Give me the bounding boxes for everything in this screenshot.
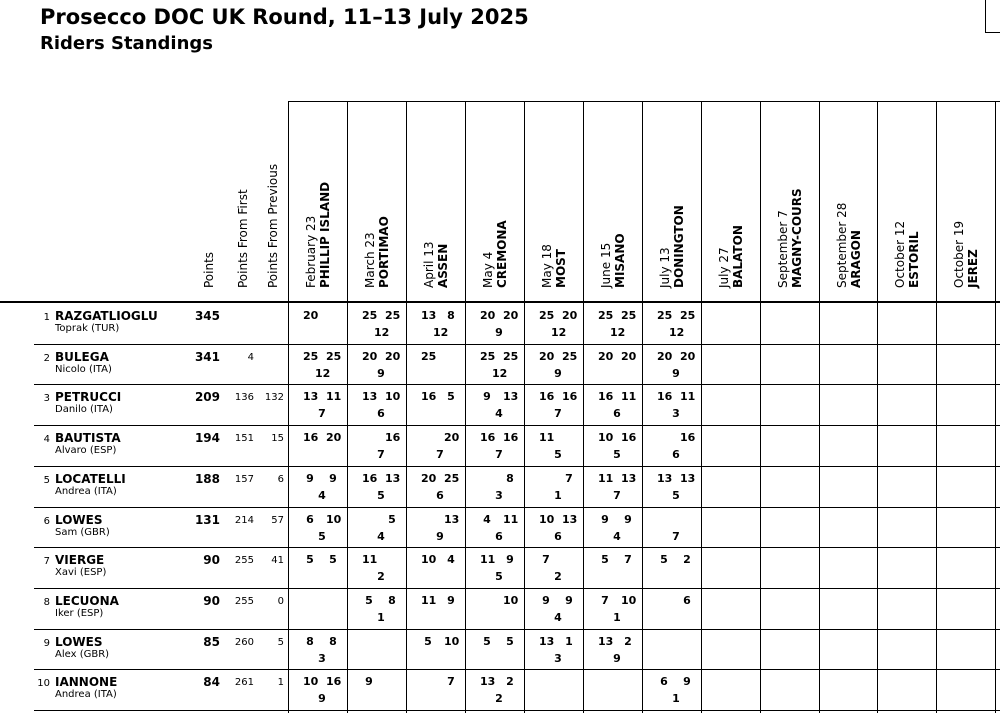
race2-points: 13 — [503, 390, 519, 404]
race2-points: 4 — [447, 553, 455, 567]
race1-points: 5 — [306, 553, 314, 567]
race1-points: 10 — [539, 512, 555, 526]
round-header — [893, 221, 921, 288]
superpole-race-points: 7 — [495, 448, 503, 462]
rider-points-from-first: 261 — [234, 677, 254, 689]
race1-points: 9 — [483, 390, 491, 404]
round-name: DONINGTON — [672, 205, 686, 288]
rider-surname: LOCATELLI — [55, 471, 126, 486]
superpole-race-points: 9 — [495, 326, 503, 339]
race1-points: 7 — [601, 593, 609, 607]
rider-surname: PETRUCCI — [55, 390, 122, 405]
round-name: BALATON — [731, 225, 745, 288]
race2-points: 7 — [565, 471, 573, 485]
rider-first-name: Toprak (TUR) — [55, 323, 120, 334]
race1-points: 20 — [362, 349, 378, 363]
race2-points: 10 — [621, 593, 637, 607]
rider-first-name: Sam (GBR) — [55, 526, 110, 538]
race2-points: 20 — [680, 349, 696, 363]
column-divider — [406, 101, 407, 713]
race1-points: 10 — [303, 675, 319, 689]
race1-points: 16 — [539, 390, 555, 404]
superpole-race-points: 1 — [377, 610, 385, 624]
rider-points-from-previous: 5 — [277, 636, 284, 648]
superpole-race-points: 6 — [672, 448, 680, 462]
corner-box — [985, 0, 1000, 33]
superpole-race-points: 4 — [554, 610, 562, 624]
rider-points: 90 — [203, 593, 220, 608]
rider-first-name: Andrea (ITA) — [55, 485, 117, 497]
race1-points: 25 — [303, 349, 319, 363]
race1-points: 13 — [480, 675, 496, 689]
rider-position: 7 — [43, 556, 50, 568]
race2-points: 9 — [624, 512, 632, 526]
superpole-race-points: 5 — [613, 448, 621, 462]
race1-points: 13 — [598, 634, 614, 648]
rider-points-from-previous: 6 — [277, 473, 284, 485]
race1-points: 20 — [657, 349, 673, 363]
race2-points: 2 — [624, 634, 632, 648]
race2-points: 25 — [621, 309, 637, 322]
row-divider — [34, 710, 1000, 711]
rider-points-from-previous: 1 — [277, 677, 284, 689]
race2-points: 25 — [503, 349, 519, 363]
race1-points: 10 — [421, 553, 437, 567]
rider-points: 345 — [194, 309, 220, 323]
superpole-race-points: 2 — [554, 570, 562, 584]
race1-points: 20 — [598, 349, 614, 363]
race2-points: 11 — [503, 512, 519, 526]
rider-position: 8 — [43, 596, 50, 608]
race2-points: 25 — [562, 349, 578, 363]
race1-points: 13 — [303, 390, 319, 404]
race1-points: 5 — [601, 553, 609, 567]
race2-points: 25 — [326, 349, 342, 363]
race1-points: 11 — [539, 431, 555, 445]
superpole-race-points: 7 — [554, 407, 562, 421]
race1-points: 11 — [480, 553, 496, 567]
round-name: PHILLIP ISLAND — [318, 181, 332, 288]
column-divider — [995, 101, 996, 713]
column-divider — [288, 101, 289, 713]
column-divider — [465, 101, 466, 713]
race2-points: 10 — [326, 512, 342, 526]
race2-points: 16 — [385, 431, 401, 445]
race2-points: 10 — [385, 390, 401, 404]
round-header — [599, 233, 627, 288]
superpole-race-points: 4 — [613, 529, 621, 543]
race2-points: 11 — [326, 390, 342, 404]
race2-points: 20 — [326, 431, 342, 445]
superpole-race-points: 7 — [436, 448, 444, 462]
round-header — [540, 244, 568, 288]
superpole-race-points: 6 — [613, 407, 621, 421]
column-divider — [583, 101, 584, 713]
superpole-race-points: 1 — [613, 610, 621, 624]
superpole-race-points: 3 — [318, 651, 326, 665]
race2-points: 25 — [680, 309, 696, 322]
race1-points: 9 — [306, 471, 314, 485]
rider-surname: LOWES — [55, 512, 103, 527]
superpole-race-points: 6 — [554, 529, 562, 543]
race1-points: 11 — [362, 553, 378, 567]
race2-points: 16 — [680, 431, 696, 445]
race1-points: 25 — [480, 349, 496, 363]
race2-points: 5 — [506, 634, 514, 648]
round-date: July 27 — [717, 247, 731, 288]
rider-points-from-previous: 0 — [277, 595, 284, 607]
superpole-race-points: 6 — [436, 488, 444, 502]
race2-points: 11 — [680, 390, 696, 404]
round-name: MAGNY-COURS — [790, 188, 804, 288]
rider-first-name: Xavi (ESP) — [55, 567, 107, 579]
race2-points: 5 — [388, 512, 396, 526]
superpole-race-points: 12 — [610, 326, 626, 339]
superpole-race-points: 2 — [377, 570, 385, 584]
round-name: MISANO — [613, 233, 627, 288]
race2-points: 10 — [503, 593, 519, 607]
rider-points: 341 — [194, 349, 220, 364]
race2-points: 9 — [683, 675, 691, 689]
race1-points: 13 — [421, 309, 437, 322]
race1-points: 25 — [421, 349, 437, 363]
rider-points-from-first: 214 — [234, 514, 254, 526]
race1-points: 20 — [480, 309, 496, 322]
superpole-race-points: 3 — [554, 651, 562, 665]
round-name: ARAGON — [849, 230, 863, 288]
round-date: May 18 — [540, 244, 554, 288]
rider-first-name: Iker (ESP) — [55, 607, 104, 619]
race2-points: 25 — [385, 309, 401, 322]
race1-points: 11 — [421, 593, 437, 607]
row-divider — [34, 425, 1000, 426]
rider-points-from-first: 260 — [234, 636, 254, 648]
race2-points: 13 — [680, 471, 696, 485]
round-date: July 13 — [658, 247, 672, 288]
rider-position: 9 — [43, 637, 50, 649]
superpole-race-points: 3 — [672, 407, 680, 421]
superpole-race-points: 7 — [318, 407, 326, 421]
race2-points: 13 — [385, 471, 401, 485]
race1-points: 5 — [424, 634, 432, 648]
round-name: CREMONA — [495, 220, 509, 288]
superpole-race-points: 5 — [495, 570, 503, 584]
rider-position: 10 — [37, 678, 50, 690]
race1-points: 7 — [542, 553, 550, 567]
race2-points: 10 — [444, 634, 460, 648]
race2-points: 9 — [565, 593, 573, 607]
superpole-race-points: 1 — [554, 488, 562, 502]
race1-points: 6 — [306, 512, 314, 526]
superpole-race-points: 2 — [495, 692, 503, 706]
superpole-race-points: 9 — [554, 366, 562, 380]
row-divider — [34, 344, 1000, 345]
rider-points: 188 — [194, 471, 220, 486]
race1-points: 25 — [539, 309, 555, 322]
superpole-race-points: 1 — [672, 692, 680, 706]
race2-points: 5 — [447, 390, 455, 404]
superpole-race-points: 4 — [495, 407, 503, 421]
round-header — [717, 225, 745, 288]
race1-points: 5 — [483, 634, 491, 648]
column-divider — [760, 101, 761, 713]
rider-points: 194 — [194, 431, 220, 446]
race1-points: 9 — [542, 593, 550, 607]
rider-surname: RAZGATLIOGLU — [55, 309, 158, 323]
race1-points: 5 — [660, 553, 668, 567]
race1-points: 13 — [539, 634, 555, 648]
rider-points-from-first: 157 — [234, 473, 254, 485]
round-name: PORTIMAO — [377, 216, 391, 288]
rider-surname: VIERGE — [55, 553, 105, 568]
race2-points: 11 — [621, 390, 637, 404]
round-date: October 19 — [952, 220, 966, 288]
superpole-race-points: 12 — [551, 326, 567, 339]
round-header — [481, 220, 509, 288]
race2-points: 16 — [503, 431, 519, 445]
column-divider — [524, 101, 525, 713]
superpole-race-points: 5 — [377, 488, 385, 502]
race2-points: 16 — [326, 675, 342, 689]
race1-points: 16 — [421, 390, 437, 404]
superpole-race-points: 12 — [374, 326, 390, 339]
superpole-race-points: 12 — [669, 326, 685, 339]
race1-points: 16 — [303, 431, 319, 445]
row-divider — [34, 547, 1000, 548]
superpole-race-points: 4 — [377, 529, 385, 543]
rider-position: 5 — [43, 474, 50, 486]
race1-points: 16 — [598, 390, 614, 404]
row-divider — [34, 669, 1000, 670]
round-date: March 23 — [363, 232, 377, 288]
row-divider — [34, 588, 1000, 589]
race2-points: 16 — [562, 390, 578, 404]
rider-points: 131 — [194, 512, 220, 527]
rider-points-from-first: 4 — [247, 351, 254, 363]
header-points-from-previous: Points From Previous — [266, 163, 280, 288]
rider-surname: BULEGA — [55, 349, 109, 364]
page-subtitle: Riders Standings — [40, 33, 213, 54]
race1-points: 16 — [480, 431, 496, 445]
rider-surname: LOWES — [55, 634, 103, 649]
superpole-race-points: 7 — [377, 448, 385, 462]
race1-points: 6 — [660, 675, 668, 689]
rider-first-name: Alvaro (ESP) — [55, 445, 117, 457]
race2-points: 2 — [683, 553, 691, 567]
race1-points: 5 — [365, 593, 373, 607]
race2-points: 8 — [506, 471, 514, 485]
rider-points-from-first: 255 — [234, 555, 254, 567]
column-divider — [819, 101, 820, 713]
round-name: JEREZ — [966, 249, 980, 288]
round-date: June 15 — [599, 242, 613, 288]
race1-points: 9 — [601, 512, 609, 526]
rider-points-from-previous: 15 — [271, 433, 284, 445]
superpole-race-points: 12 — [492, 366, 508, 380]
rider-position: 6 — [43, 515, 50, 527]
round-header — [835, 203, 863, 288]
superpole-race-points: 12 — [315, 366, 331, 380]
superpole-race-points: 12 — [433, 326, 449, 339]
race1-points: 9 — [365, 675, 373, 689]
race1-points: 20 — [539, 349, 555, 363]
superpole-race-points: 6 — [377, 407, 385, 421]
round-header — [658, 205, 686, 288]
superpole-race-points: 9 — [377, 366, 385, 380]
column-divider — [642, 101, 643, 713]
race2-points: 7 — [447, 675, 455, 689]
rider-first-name: Danilo (ITA) — [55, 404, 113, 416]
round-header — [422, 241, 450, 288]
round-name: MOST — [554, 249, 568, 288]
superpole-race-points: 5 — [554, 448, 562, 462]
race2-points: 7 — [624, 553, 632, 567]
row-divider — [34, 466, 1000, 467]
race1-points: 8 — [306, 634, 314, 648]
race1-points: 16 — [362, 471, 378, 485]
row-divider — [34, 629, 1000, 630]
rider-position: 2 — [43, 352, 50, 364]
race2-points: 2 — [506, 675, 514, 689]
rider-first-name: Nicolo (ITA) — [55, 363, 112, 375]
round-header — [304, 182, 332, 288]
rider-points: 90 — [203, 553, 220, 568]
header-divider — [0, 301, 1000, 303]
race1-points: 16 — [657, 390, 673, 404]
rider-points-from-previous: 132 — [264, 392, 284, 404]
rider-points-from-first: 136 — [234, 392, 254, 404]
round-date: October 12 — [893, 220, 907, 288]
race2-points: 20 — [503, 309, 519, 322]
round-date: April 13 — [422, 241, 436, 288]
round-date: September 28 — [835, 202, 849, 288]
header-points: Points — [202, 251, 216, 288]
row-divider — [34, 507, 1000, 508]
race1-points: 25 — [362, 309, 378, 322]
rider-surname: LECUONA — [55, 593, 119, 608]
table-top-border — [288, 101, 1000, 102]
race2-points: 20 — [444, 431, 460, 445]
superpole-race-points: 5 — [672, 488, 680, 502]
race1-points: 10 — [598, 431, 614, 445]
row-divider — [34, 384, 1000, 385]
race2-points: 13 — [562, 512, 578, 526]
rider-points: 85 — [203, 634, 220, 649]
rider-points: 209 — [194, 390, 220, 405]
race2-points: 13 — [621, 471, 637, 485]
race2-points: 9 — [506, 553, 514, 567]
rider-position: 4 — [43, 434, 50, 446]
round-header — [363, 216, 391, 288]
rider-points-from-first: 151 — [234, 433, 254, 445]
rider-points-from-first: 255 — [234, 595, 254, 607]
rider-position: 1 — [43, 312, 50, 323]
race1-points: 20 — [421, 471, 437, 485]
round-header — [776, 188, 804, 288]
race2-points: 8 — [388, 593, 396, 607]
column-divider — [936, 101, 937, 713]
race2-points: 9 — [329, 471, 337, 485]
round-date: February 23 — [304, 215, 318, 288]
rider-position: 3 — [43, 393, 50, 405]
race2-points: 8 — [447, 309, 455, 322]
superpole-race-points: 9 — [436, 529, 444, 543]
column-divider — [877, 101, 878, 713]
round-name: ASSEN — [436, 243, 450, 288]
rider-surname: BAUTISTA — [55, 431, 121, 446]
superpole-race-points: 7 — [672, 529, 680, 543]
header-points-from-first: Points From First — [236, 189, 250, 288]
round-name: ESTORIL — [907, 231, 921, 288]
superpole-race-points: 6 — [495, 529, 503, 543]
race2-points: 20 — [562, 309, 578, 322]
round-date: May 4 — [481, 251, 495, 288]
race1-points: 20 — [303, 309, 319, 322]
superpole-race-points: 9 — [613, 651, 621, 665]
round-header — [952, 221, 980, 288]
race2-points: 5 — [329, 553, 337, 567]
column-divider — [701, 101, 702, 713]
race1-points: 13 — [362, 390, 378, 404]
rider-points: 84 — [203, 675, 220, 690]
rider-first-name: Alex (GBR) — [55, 648, 110, 660]
superpole-race-points: 4 — [318, 488, 326, 502]
superpole-race-points: 7 — [613, 488, 621, 502]
rider-surname: IANNONE — [55, 675, 118, 690]
superpole-race-points: 5 — [318, 529, 326, 543]
race2-points: 20 — [621, 349, 637, 363]
race2-points: 6 — [683, 593, 691, 607]
superpole-race-points: 3 — [495, 488, 503, 502]
race2-points: 20 — [385, 349, 401, 363]
rider-points-from-previous: 57 — [271, 514, 284, 526]
race2-points: 16 — [621, 431, 637, 445]
round-date: September 7 — [776, 210, 790, 288]
superpole-race-points: 9 — [318, 692, 326, 706]
rider-points-from-previous: 41 — [271, 555, 284, 567]
race1-points: 11 — [598, 471, 614, 485]
race1-points: 4 — [483, 512, 491, 526]
column-divider — [347, 101, 348, 713]
superpole-race-points: 9 — [672, 366, 680, 380]
race1-points: 25 — [657, 309, 673, 322]
race2-points: 9 — [447, 593, 455, 607]
race1-points: 13 — [657, 471, 673, 485]
race2-points: 8 — [329, 634, 337, 648]
race2-points: 25 — [444, 471, 460, 485]
race1-points: 25 — [598, 309, 614, 322]
race2-points: 1 — [565, 634, 573, 648]
rider-first-name: Andrea (ITA) — [55, 689, 117, 701]
race2-points: 13 — [444, 512, 460, 526]
page-title: Prosecco DOC UK Round, 11–13 July 2025 — [40, 5, 529, 29]
